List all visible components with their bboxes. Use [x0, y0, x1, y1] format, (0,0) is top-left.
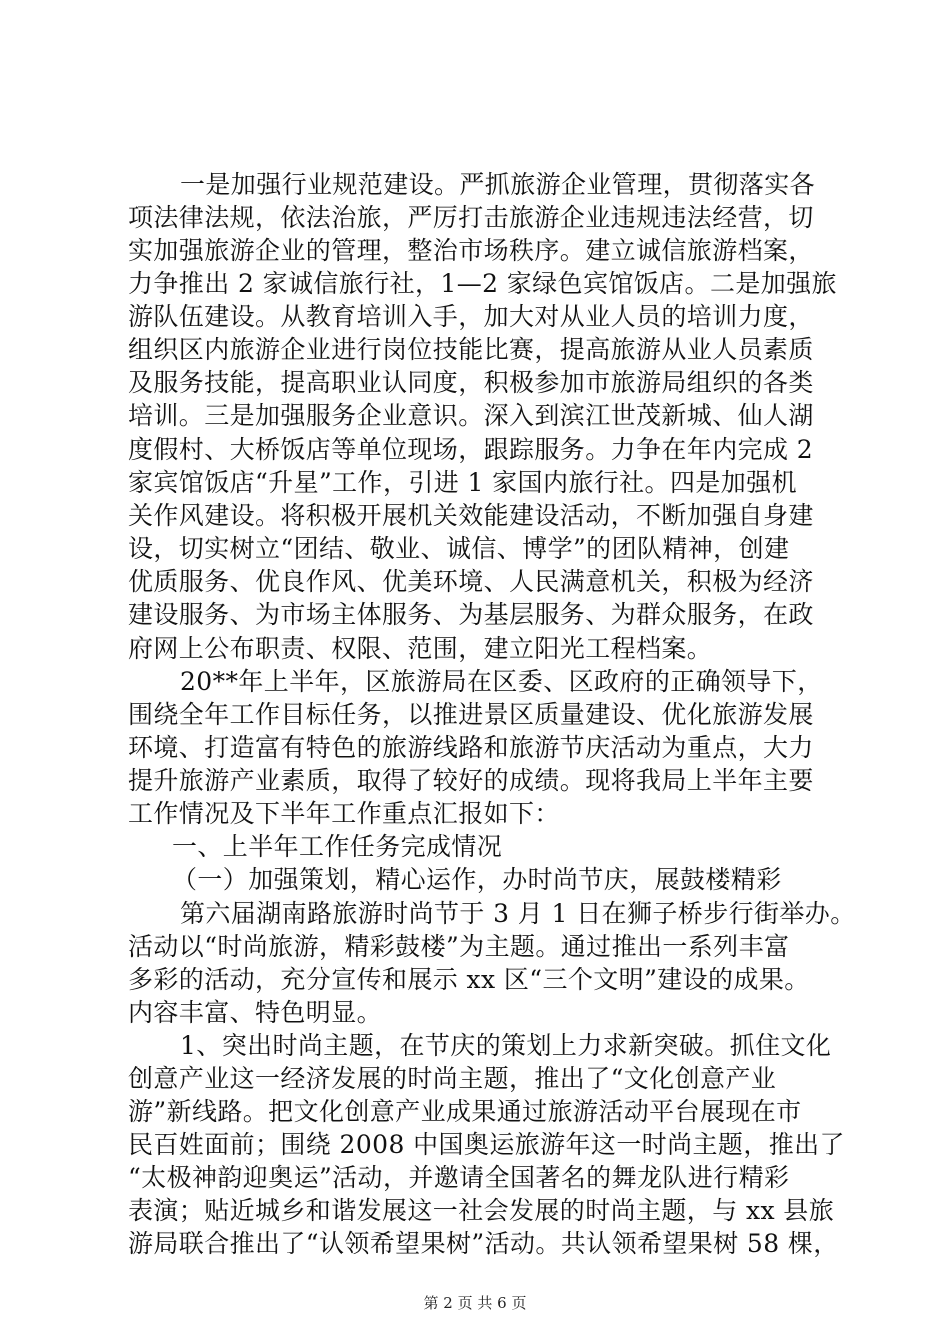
text-line: 创意产业这一经济发展的时尚主题，推出了“文化创意产业: [128, 1064, 777, 1093]
text-line: 多彩的活动，充分宣传和展示 xx 区“三个文明”建设的成果。: [128, 965, 810, 994]
text-line: 环境、打造富有特色的旅游线路和旅游节庆活动为重点，大力: [128, 733, 814, 762]
page-footer: 第 2 页 共 6 页: [423, 1294, 527, 1312]
text-line: 建设服务、为市场主体服务、为基层服务、为群众服务，在政: [128, 600, 814, 629]
text-line: 活动以“时尚旅游，精彩鼓楼”为主题。通过推出一系列丰富: [128, 932, 790, 961]
text-line: 设，切实树立“团结、敬业、诚信、博学”的团队精神，创建: [128, 534, 790, 563]
text-line: 围绕全年工作目标任务，以推进景区质量建设、优化旅游发展: [128, 700, 814, 729]
text-line: 民百姓面前；围绕 2008 中国奥运旅游年这一时尚主题，推出了: [128, 1130, 845, 1159]
text-line: 项法律法规，依法治旅，严厉打击旅游企业违规违法经营，切: [128, 203, 814, 232]
text-line: 内容丰富、特色明显。: [128, 998, 383, 1027]
text-line: 一、上半年工作任务完成情况: [172, 832, 503, 861]
text-line: 工作情况及下半年工作重点汇报如下：: [128, 799, 560, 828]
text-line: 20**年上半年，区旅游局在区委、区政府的正确领导下，: [180, 667, 823, 696]
text-line: （一）加强策划，精心运作，办时尚节庆，展鼓楼精彩: [172, 865, 782, 894]
text-line: 实加强旅游企业的管理，整治市场秩序。建立诚信旅游档案，: [128, 236, 814, 265]
text-line: 度假村、大桥饭店等单位现场，跟踪服务。力争在年内完成 2: [128, 435, 814, 464]
text-line: 提升旅游产业素质，取得了较好的成绩。现将我局上半年主要: [128, 766, 814, 795]
text-line: 培训。三是加强服务企业意识。深入到滨江世茂新城、仙人湖: [128, 401, 814, 430]
text-line: 游”新线路。把文化创意产业成果通过旅游活动平台展现在市: [128, 1097, 802, 1126]
text-line: 游局联合推出了“认领希望果树”活动。共认领希望果树 58 棵，: [128, 1229, 839, 1258]
text-line: 关作风建设。将积极开展机关效能建设活动，不断加强自身建: [128, 501, 814, 530]
text-line: 游队伍建设。从教育培训入手，加大对从业人员的培训力度，: [128, 302, 814, 331]
text-line: 家宾馆饭店“升星”工作，引进 1 家国内旅行社。四是加强机: [128, 468, 797, 497]
text-line: 优质服务、优良作风、优美环境、人民满意机关，积极为经济: [128, 567, 814, 596]
text-line: 表演；贴近城乡和谐发展这一社会发展的时尚主题，与 xx 县旅: [128, 1196, 835, 1225]
text-line: 及服务技能，提高职业认同度，积极参加市旅游局组织的各类: [128, 368, 814, 397]
text-line: “太极神韵迎奥运”活动，并邀请全国著名的舞龙队进行精彩: [128, 1163, 790, 1192]
text-line: 一是加强行业规范建设。严抓旅游企业管理，贯彻落实各: [180, 170, 816, 199]
text-line: 组织区内旅游企业进行岗位技能比赛，提高旅游从业人员素质: [128, 335, 814, 364]
text-line: 1、突出时尚主题，在节庆的策划上力求新突破。抓住文化: [180, 1031, 832, 1060]
text-line: 力争推出 2 家诚信旅行社，1—2 家绿色宾馆饭店。二是加强旅: [128, 269, 837, 298]
text-line: 第六届湖南路旅游时尚节于 3 月 1 日在狮子桥步行街举办。: [180, 899, 856, 928]
text-line: 府网上公布职责、权限、范围，建立阳光工程档案。: [128, 634, 713, 663]
